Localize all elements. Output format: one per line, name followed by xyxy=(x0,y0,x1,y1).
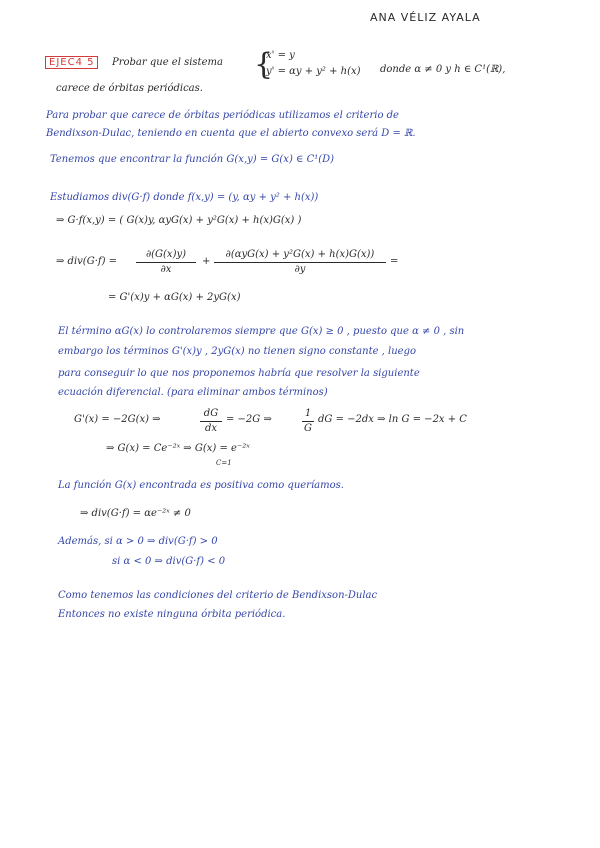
ode-1: G'(x) = −2G(x) ⇒ xyxy=(74,414,161,425)
plus-sign: + xyxy=(202,256,211,267)
exercise-label: EJEC4 5 xyxy=(45,56,98,69)
div-result: = G'(x)y + αG(x) + 2yG(x) xyxy=(108,292,241,303)
system-eq2: y' = αy + y² + h(x) xyxy=(266,66,361,77)
line-find-g: Tenemos que encontrar la función G(x,y) = G(x) ∈ C¹(D) xyxy=(50,154,335,165)
equals-sign: = xyxy=(390,256,399,267)
frac-1 xyxy=(136,249,196,276)
frac-1g: 1 G xyxy=(304,408,312,434)
exercise-statement-end: carece de órbitas periódicas. xyxy=(56,83,203,94)
exercise-statement: Probar que el sistema xyxy=(112,57,223,68)
explain-2: embargo los términos G'(x)y , 2yG(x) no tienen signo constante , luego xyxy=(58,346,417,357)
frac-dg: dG dx xyxy=(200,408,222,435)
div-final: ⇒ div(G·f) = αe⁻²ˣ ≠ 0 xyxy=(80,508,191,519)
system-brace: { xyxy=(254,47,274,82)
g-solution: ⇒ G(x) = Ce⁻²ˣ ⇒ G(x) = e⁻²ˣ xyxy=(106,443,250,454)
conclusion-1: Como tenemos las condiciones del criterio de Bendixson-Dulac xyxy=(58,590,378,601)
c-eq-1: C=1 xyxy=(216,459,232,467)
ademas-1: Además, si α > 0 ⇒ div(G·f) > 0 xyxy=(58,536,218,547)
ode-2: = −2G ⇒ xyxy=(226,414,272,425)
ode-3: dG = −2dx ⇒ ln G = −2x + C xyxy=(318,414,467,425)
frac-1-num: ∂(G(x)y) xyxy=(145,249,187,260)
frac-2 xyxy=(214,249,386,276)
exercise-label-box xyxy=(45,57,98,69)
author-name: ANA VÉLIZ AYALA xyxy=(370,11,481,24)
explain-3: para conseguir lo que nos proponemos habría que resolver la siguiente xyxy=(58,368,420,379)
line-study-div: Estudiamos div(G·f) donde f(x,y) = (y, αy + y² + h(x)) xyxy=(50,192,319,203)
conclusion-2: Entonces no existe ninguna órbita periódica. xyxy=(58,609,286,620)
line-gf: ⇒ G·f(x,y) = ( G(x)y, αyG(x) + y²G(x) + h(x)G(x) ) xyxy=(56,215,302,226)
g-positive: La función G(x) encontrada es positiva como queríamos. xyxy=(58,480,344,491)
frac-1-den: ∂x xyxy=(160,264,172,275)
system-eq1: x' = y xyxy=(266,50,295,61)
explain-1: El término αG(x) lo controlaremos siempre que G(x) ≥ 0 , puesto que α ≠ 0 , sin xyxy=(58,326,465,337)
explain-4: ecuación diferencial. (para eliminar ambos términos) xyxy=(58,387,328,398)
div-lhs: ⇒ div(G·f) = xyxy=(56,256,118,267)
line-intro-1: Para probar que carece de órbitas periódicas utilizamos el criterio de xyxy=(46,110,399,121)
frac-2-num: ∂(αyG(x) + y²G(x) + h(x)G(x)) xyxy=(225,249,375,260)
system-condition: donde α ≠ 0 y h ∈ C¹(ℝ), xyxy=(380,64,506,75)
ademas-2: si α < 0 ⇒ div(G·f) < 0 xyxy=(112,556,226,567)
frac-2-den: ∂y xyxy=(294,264,306,275)
line-intro-2: Bendixson-Dulac, teniendo en cuenta que el abierto convexo será D = ℝ. xyxy=(46,128,416,139)
